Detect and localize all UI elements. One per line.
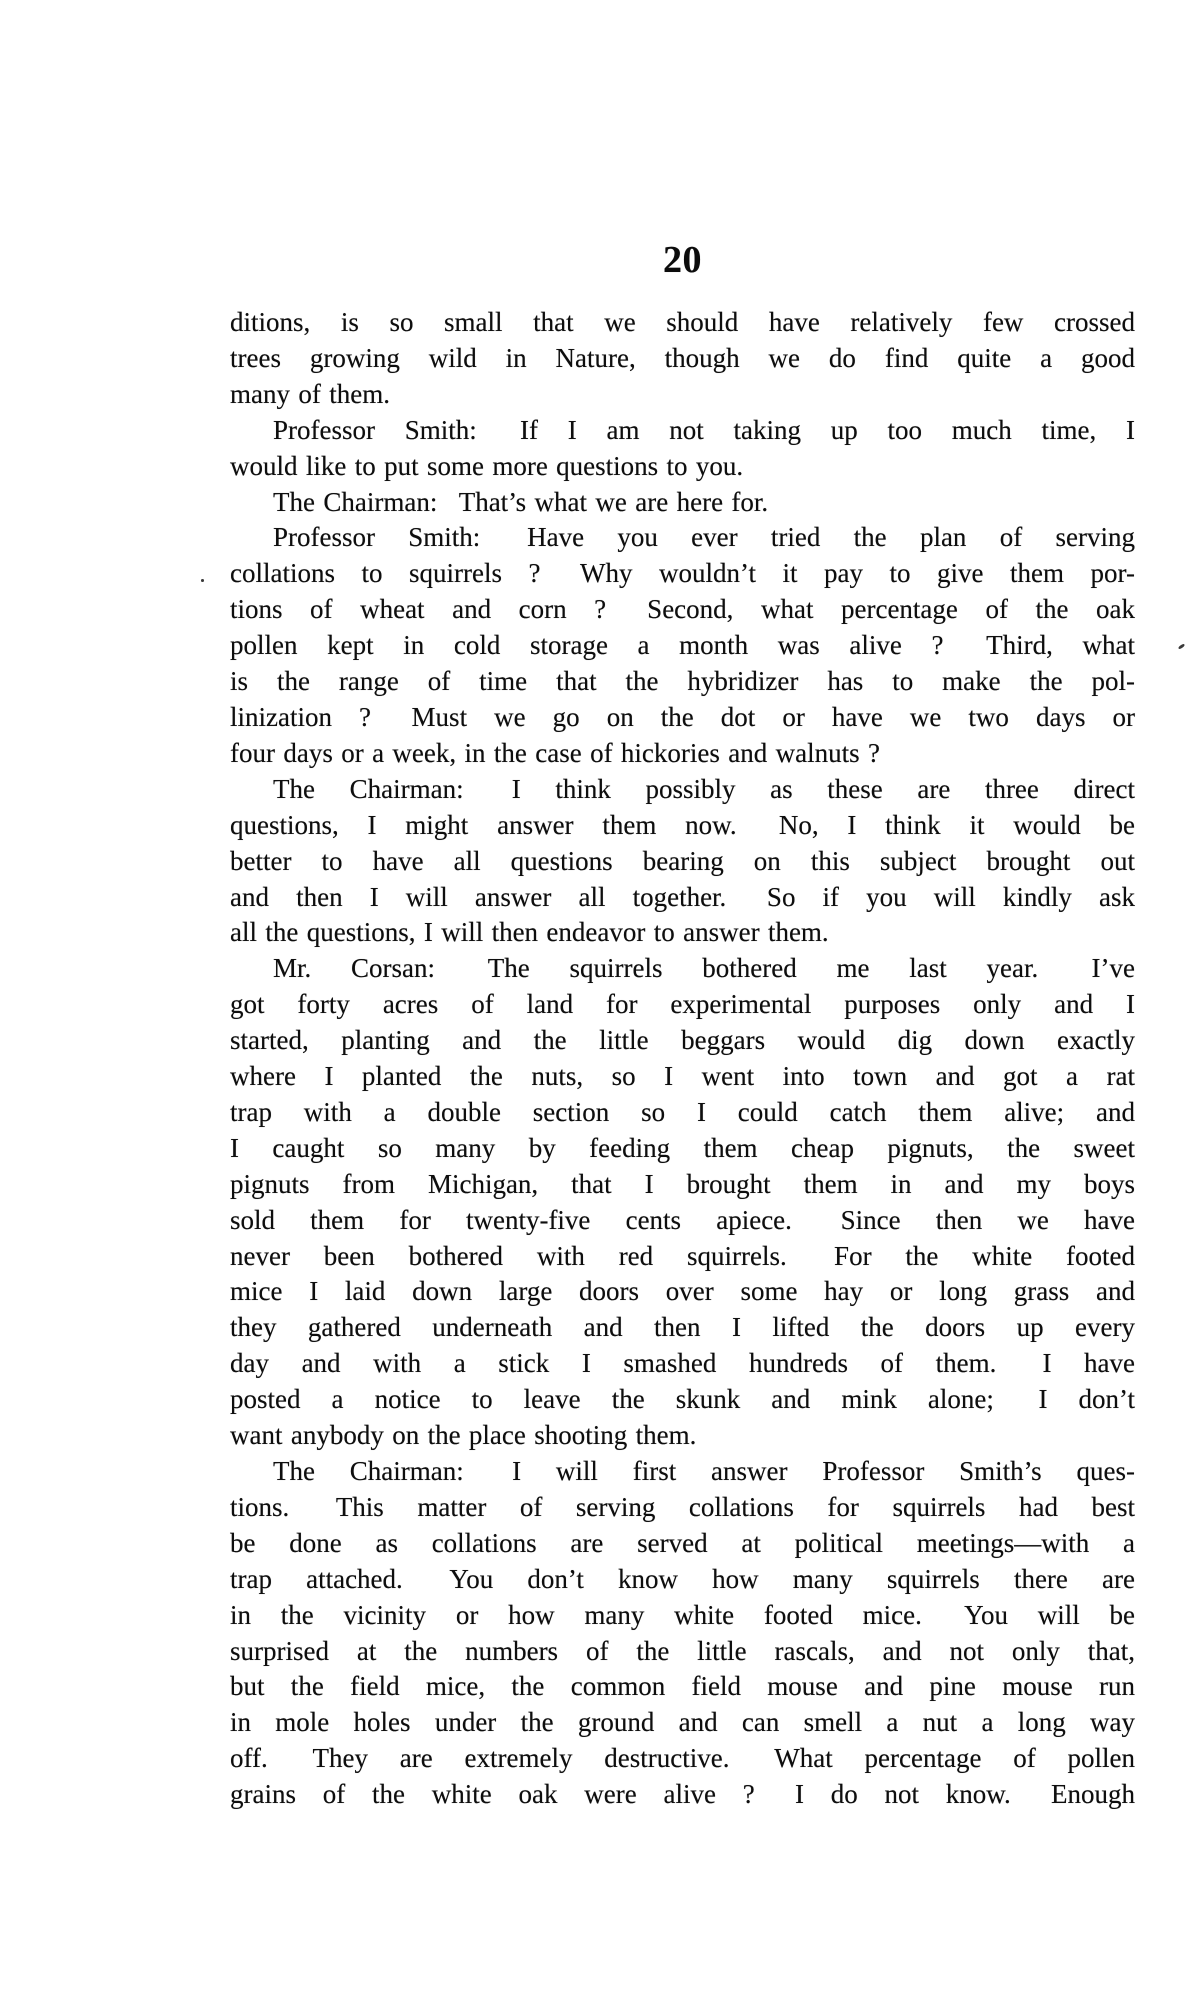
ink-speck: [201, 579, 204, 582]
text-line: trees growing wild in Nature, though we do find quite a good: [230, 342, 1135, 373]
text-line: never been bothered with red squirrels. For the white footed: [230, 1240, 1135, 1271]
text-line: better to have all questions bearing on this subject brought out: [230, 845, 1135, 876]
text-line: want anybody on the place shooting them.: [230, 1420, 697, 1451]
text-line: off. They are extremely destructive. What percentage of pollen: [230, 1743, 1135, 1774]
text-line: trap attached. You don’t know how many squirrels there are: [230, 1563, 1135, 1594]
text-line: all the questions, I will then endeavor to answer them.: [230, 917, 829, 948]
text-line: tions. This matter of serving collations for squirrels had best: [230, 1491, 1135, 1522]
text-line: day and with a stick I smashed hundreds of them. I have: [230, 1348, 1135, 1379]
page-number: 20: [663, 239, 702, 281]
text-line: is the range of time that the hybridizer has to make the pol-: [230, 666, 1135, 697]
text-line: Mr. Corsan: The squirrels bothered me last year. I’ve: [273, 953, 1135, 984]
text-line: sold them for twenty-five cents apiece. Since then we have: [230, 1204, 1135, 1235]
text-line: pollen kept in cold storage a month was alive ? Third, what: [230, 630, 1135, 661]
text-line: started, planting and the little beggars would dig down exactly: [230, 1025, 1135, 1056]
text-line: tions of wheat and corn ? Second, what percentage of the oak: [230, 594, 1135, 625]
text-line: ditions, is so small that we should have relatively few crossed: [230, 307, 1135, 337]
text-line: be done as collations are served at political meetings—with a: [230, 1527, 1135, 1558]
text-line: I caught so many by feeding them cheap pignuts, the sweet: [230, 1132, 1135, 1163]
text-line: surprised at the numbers of the little rascals, and not only that,: [230, 1635, 1135, 1666]
text-line: in mole holes under the ground and can smell a nut a long way: [230, 1707, 1135, 1738]
text-line: where I planted the nuts, so I went into town and got a rat: [230, 1061, 1135, 1092]
ink-speck: [1178, 643, 1185, 649]
text-line: The Chairman: That’s what we are here for.: [273, 486, 769, 517]
page-text: [230, 305, 1135, 1813]
text-line: The Chairman: I think possibly as these are three direct: [273, 773, 1135, 804]
text-line: grains of the white oak were alive ? I do not know. Enough: [230, 1779, 1135, 1810]
text-line: The Chairman: I will first answer Professor Smith’s ques-: [273, 1456, 1135, 1486]
text-line: four days or a week, in the case of hickories and walnuts ?: [230, 737, 880, 768]
text-line: they gathered underneath and then I lifted the doors up every: [230, 1312, 1135, 1343]
text-line: Professor Smith: If I am not taking up too much time, I: [273, 414, 1135, 445]
text-line: linization ? Must we go on the dot or have we two days or: [230, 701, 1135, 732]
text-line: posted a notice to leave the skunk and mink alone; I don’t: [230, 1384, 1135, 1415]
text-line: questions, I might answer them now. No, I think it would be: [230, 809, 1135, 840]
text-line: would like to put some more questions to you.: [230, 450, 744, 481]
text-line: pignuts from Michigan, that I brought them in and my boys: [230, 1168, 1135, 1199]
text-line: collations to squirrels ? Why wouldn’t it pay to give them por-: [230, 558, 1135, 589]
text-line: Professor Smith: Have you ever tried the plan of serving: [273, 522, 1135, 553]
text-line: mice I laid down large doors over some hay or long grass and: [230, 1276, 1135, 1307]
text-line: many of them.: [230, 378, 390, 409]
text-line: trap with a double section so I could catch them alive; and: [230, 1096, 1135, 1127]
text-line: and then I will answer all together. So if you will kindly ask: [230, 881, 1135, 912]
text-line: in the vicinity or how many white footed mice. You will be: [230, 1599, 1135, 1630]
text-line: got forty acres of land for experimental purposes only and I: [230, 989, 1135, 1020]
text-line: but the field mice, the common field mouse and pine mouse run: [230, 1671, 1135, 1702]
